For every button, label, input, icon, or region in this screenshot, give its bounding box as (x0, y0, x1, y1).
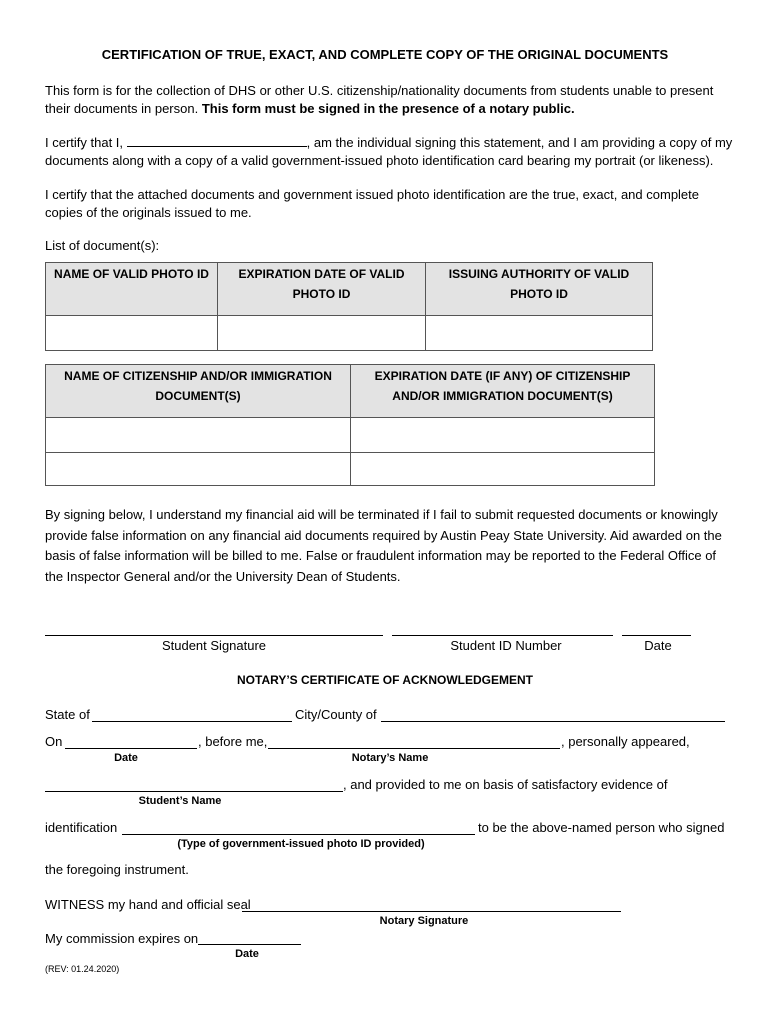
certify-documents-paragraph: I certify that the attached documents and government issued photo identification are the true, exact, and complete copies of the originals issued to me. (45, 187, 700, 220)
certify-prefix: I certify that I, (45, 135, 124, 150)
certify-rest: , am the individual signing this statement, and I am providing a copy of my documents along with a copy of a valid government-issued photo identification card bearing my portrait (or likeness). (45, 135, 733, 168)
witness-label: WITNESS my hand and official seal (45, 897, 251, 912)
intro-notary-requirement: This form must be signed in the presence of a notary public. (201, 101, 575, 116)
revision-note: (REV: 01.24.2020) (45, 964, 120, 974)
intro-text: This form is for the collection of DHS or other U.S. citizenship/nationality documents from students unable to present their documents in person. (45, 83, 714, 116)
photo-id-name-cell[interactable] (46, 316, 218, 351)
notary-signature-caption: Notary Signature (379, 915, 469, 927)
commission-date-field[interactable] (198, 944, 301, 945)
student-signature-label: Student Signature (161, 638, 267, 653)
citizenship-doc-expiration-header: EXPIRATION DATE (IF ANY) OF CITIZENSHIP AND/OR IMMIGRATION DOCUMENT(S) (351, 365, 655, 418)
commission-expires-label: My commission expires on (45, 931, 199, 946)
commission-date-caption: Date (235, 948, 259, 960)
signer-name-field[interactable] (127, 134, 307, 147)
student-name-field[interactable] (45, 791, 343, 792)
photo-id-name-header: NAME OF VALID PHOTO ID (46, 263, 218, 316)
notary-name-caption: Notary’s Name (351, 752, 429, 764)
above-named-label: to be the above-named person who signed (478, 820, 725, 835)
notary-heading: NOTARY’S CERTIFICATE OF ACKNOWLEDGEMENT (237, 673, 533, 687)
personally-appeared-label: , personally appeared, (561, 734, 690, 749)
state-of-label: State of (45, 707, 90, 722)
city-county-label: City/County of (295, 707, 377, 722)
photo-id-table (45, 262, 653, 351)
signature-date-label: Date (644, 638, 672, 653)
provided-evidence-label: , and provided to me on basis of satisfactory evidence of (343, 777, 668, 792)
student-id-line[interactable] (392, 635, 613, 636)
citizenship-doc-expiration-cell-2[interactable] (351, 453, 655, 486)
notary-signature-field[interactable] (242, 911, 621, 912)
student-name-caption: Student’s Name (138, 795, 222, 807)
notary-name-field[interactable] (268, 748, 560, 749)
before-me-label: , before me, (198, 734, 268, 749)
citizenship-documents-table (45, 364, 655, 486)
certify-identity-paragraph (45, 134, 735, 170)
id-type-field[interactable] (122, 834, 475, 835)
photo-id-expiration-cell[interactable] (218, 316, 426, 351)
photo-id-authority-header: ISSUING AUTHORITY OF VALID PHOTO ID (426, 263, 653, 316)
citizenship-doc-expiration-cell-1[interactable] (351, 418, 655, 453)
citizenship-doc-name-cell-2[interactable] (46, 453, 351, 486)
city-county-field[interactable] (381, 721, 725, 722)
citizenship-doc-name-header: NAME OF CITIZENSHIP AND/OR IMMIGRATION DOCUMENT(S) (46, 365, 351, 418)
on-label: On (45, 734, 63, 749)
student-signature-line[interactable] (45, 635, 383, 636)
photo-id-authority-cell[interactable] (426, 316, 653, 351)
id-type-caption: (Type of government-issued photo ID provided) (177, 838, 425, 850)
student-id-label: Student ID Number (450, 638, 562, 653)
financial-aid-disclaimer: By signing below, I understand my financial aid will be terminated if I fail to submit requested documents or knowingly provide false information on any financial aid documents required by Austin Peay State University. Aid awarded on the basis of false information will be billed to me. False or fraudulent information may be reported to the Federal Office of the Inspector General and/or the University Dean of Students. (45, 507, 722, 584)
identification-label: identification (45, 820, 118, 835)
document-list-label: List of document(s): (45, 238, 160, 253)
foregoing-instrument-text: the foregoing instrument. (45, 862, 189, 877)
intro-paragraph (45, 82, 735, 118)
state-field[interactable] (92, 721, 292, 722)
form-title: CERTIFICATION OF TRUE, EXACT, AND COMPLETE COPY OF THE ORIGINAL DOCUMENTS (101, 47, 669, 62)
acknowledgement-date-caption: Date (114, 752, 138, 764)
citizenship-doc-name-cell-1[interactable] (46, 418, 351, 453)
acknowledgement-date-field[interactable] (65, 748, 197, 749)
photo-id-expiration-header: EXPIRATION DATE OF VALID PHOTO ID (218, 263, 426, 316)
signature-date-line[interactable] (622, 635, 691, 636)
